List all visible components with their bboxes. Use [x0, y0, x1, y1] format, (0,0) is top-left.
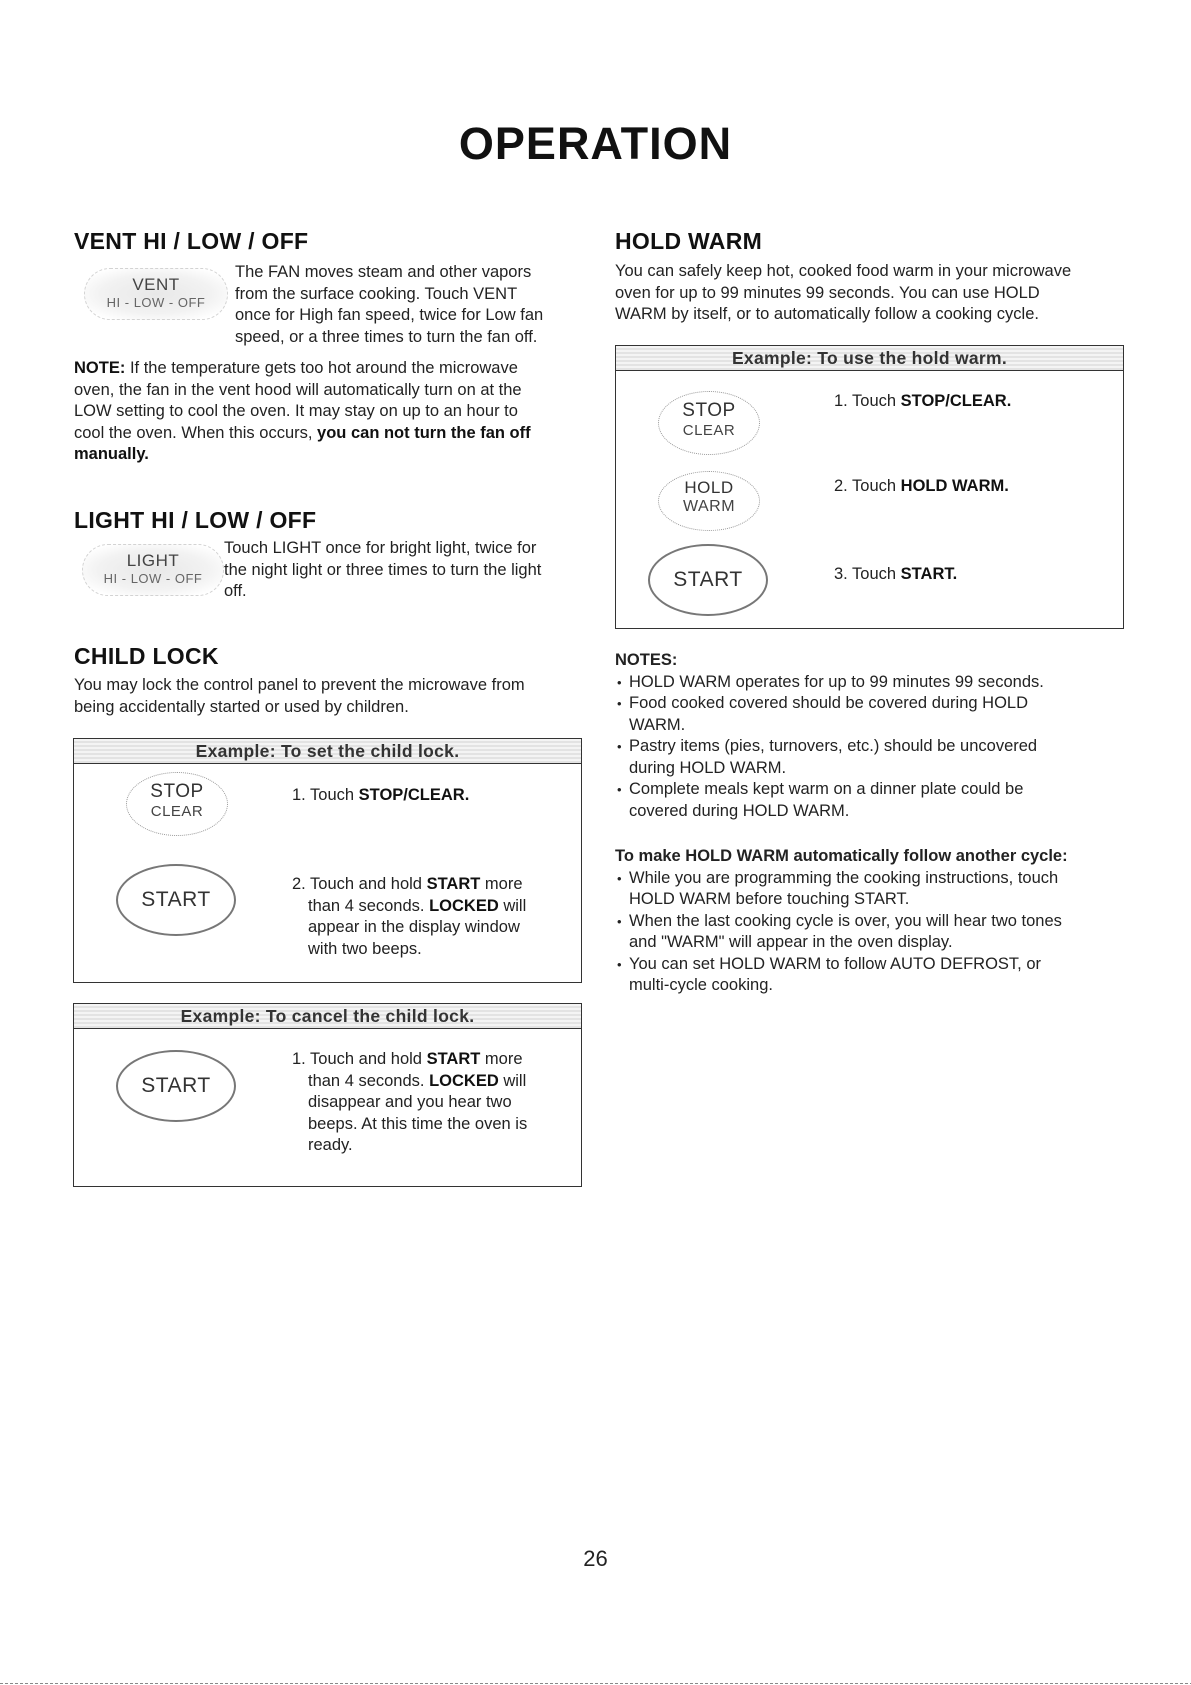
cancel-step-1: 1. Touch and hold START more than 4 seconds. LOCKED will disappear and you hear two beeps. At this time the oven is ready. — [292, 1050, 528, 1154]
light-heading: LIGHT HI / LOW / OFF — [74, 507, 317, 533]
hold-warm-notes — [615, 650, 1135, 822]
vent-button-label: VENT — [132, 275, 180, 294]
hold-warm-step-2: 2. Touch HOLD WARM. — [834, 477, 1009, 495]
vent-heading: VENT HI / LOW / OFF — [74, 228, 309, 254]
start-key-icon: START — [648, 544, 768, 616]
stop-clear-key-icon: STOP CLEAR — [658, 391, 760, 455]
page-number: 26 — [583, 1546, 608, 1571]
vent-button-sublabel: HI - LOW - OFF — [106, 295, 206, 310]
set-child-lock-example — [73, 738, 582, 983]
light-button-icon — [82, 544, 224, 596]
set-step-1: 1. Touch STOP/CLEAR. — [292, 786, 470, 804]
list-item: • Complete meals kept warm on a dinner plate could be covered during HOLD WARM. — [615, 779, 1135, 822]
hold-warm-description: You can safely keep hot, cooked food warm in your microwave oven for up to 99 minutes 99 seconds. You can use HOLD WARM by itself, or to automatically follow a cooking cycle. — [615, 262, 1072, 323]
set-child-lock-header: Example: To set the child lock. — [74, 739, 581, 764]
follow-heading: To make HOLD WARM automatically follow another cycle: — [615, 847, 1068, 865]
list-item: • HOLD WARM operates for up to 99 minutes 99 seconds. — [615, 672, 1135, 694]
vent-button-icon — [84, 268, 228, 320]
list-item: • When the last cooking cycle is over, you will hear two tones and "WARM" will appear in the oven display. — [615, 911, 1155, 954]
list-item: • Pastry items (pies, turnovers, etc.) should be uncovered during HOLD WARM. — [615, 736, 1135, 779]
hold-warm-key-icon: HOLD WARM — [658, 471, 760, 531]
stop-clear-key-icon: STOP CLEAR — [126, 772, 228, 836]
hold-warm-heading: HOLD WARM — [615, 228, 763, 254]
start-key-icon: START — [116, 1050, 236, 1122]
vent-description: The FAN moves steam and other vapors from the surface cooking. Touch VENT once for High fan speed, twice for Low fan speed, or a three times to turn the fan off. — [235, 263, 544, 346]
child-lock-heading: CHILD LOCK — [74, 643, 219, 669]
list-item: • Food cooked covered should be covered during HOLD WARM. — [615, 693, 1135, 736]
page-title: OPERATION — [458, 118, 733, 169]
hold-warm-step-1: 1. Touch STOP/CLEAR. — [834, 392, 1012, 410]
list-item: • While you are programming the cooking instructions, touch HOLD WARM before touching START. — [615, 868, 1155, 911]
light-button-sublabel: HI - LOW - OFF — [103, 571, 203, 586]
light-button-label: LIGHT — [126, 551, 180, 570]
hold-warm-example — [615, 345, 1124, 629]
list-item: • You can set HOLD WARM to follow AUTO DEFROST, or multi-cycle cooking. — [615, 954, 1155, 997]
hold-warm-follow-section — [615, 846, 1155, 997]
vent-note-label: NOTE: — [74, 359, 126, 377]
bottom-divider — [0, 1683, 1191, 1684]
set-step-2: 2. Touch and hold START more than 4 seconds. LOCKED will appear in the display window with two beeps. — [292, 875, 527, 958]
cancel-child-lock-example — [73, 1003, 582, 1187]
cancel-child-lock-header: Example: To cancel the child lock. — [74, 1004, 581, 1029]
hold-warm-step-3: 3. Touch START. — [834, 565, 958, 583]
notes-label: NOTES: — [615, 651, 678, 669]
light-description: Touch LIGHT once for bright light, twice for the night light or three times to turn the light off. — [224, 539, 542, 600]
vent-note: NOTE: If the temperature gets too hot around the microwave oven, the fan in the vent hood will automatically turn on at the LOW setting to cool the oven. It may stay on up to an hour to cool the oven. When this occurs, you can not turn the fan off manually. — [74, 359, 531, 463]
hold-warm-example-header: Example: To use the hold warm. — [616, 346, 1123, 371]
start-key-icon: START — [116, 864, 236, 936]
child-lock-description: You may lock the control panel to prevent the microwave from being accidentally started or used by children. — [74, 676, 525, 716]
